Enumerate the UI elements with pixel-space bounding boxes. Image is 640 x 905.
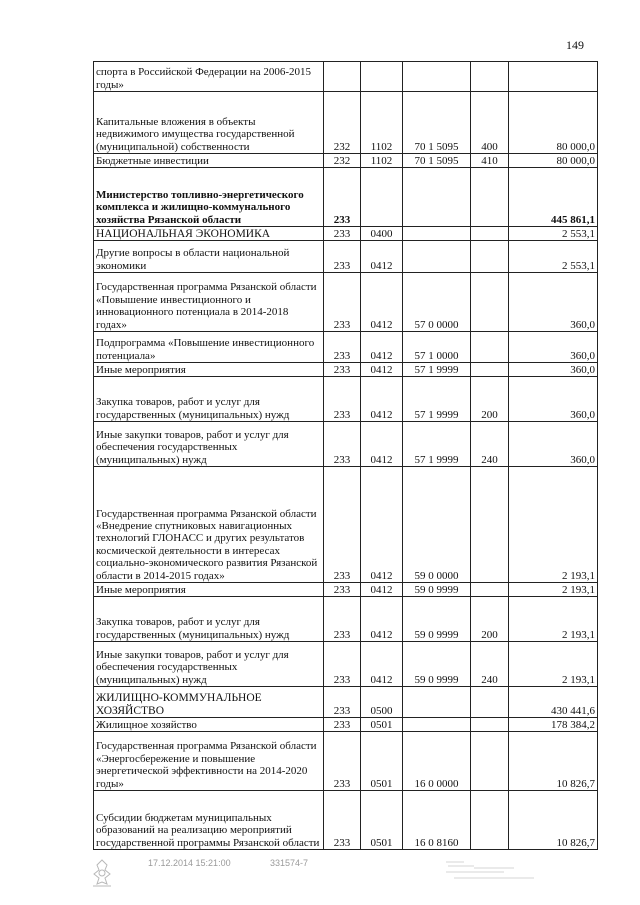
cell-ved: 233	[324, 583, 361, 597]
table-row	[94, 687, 598, 718]
cell-amount	[509, 62, 598, 92]
cell-ved: 232	[324, 154, 361, 168]
cell-amount: 80 000,0	[509, 154, 598, 168]
cell-vr	[471, 791, 509, 850]
cell-rz-pr: 0412	[361, 422, 403, 467]
cell-amount: 360,0	[509, 363, 598, 377]
cell-rz-pr: 0412	[361, 583, 403, 597]
cell-csr: 59 0 9999	[403, 597, 471, 642]
cell-amount: 178 384,2	[509, 718, 598, 732]
cell-csr	[403, 227, 471, 241]
cell-csr: 70 1 5095	[403, 92, 471, 154]
table-row	[94, 718, 598, 732]
cell-csr: 16 0 8160	[403, 791, 471, 850]
cell-rz-pr: 0412	[361, 377, 403, 422]
row-description: Закупка товаров, работ и услуг для государственных (муниципальных) нужд	[94, 377, 324, 422]
cell-ved: 233	[324, 791, 361, 850]
cell-amount: 2 193,1	[509, 597, 598, 642]
cell-vr	[471, 732, 509, 791]
cell-rz-pr: 0412	[361, 273, 403, 332]
cell-rz-pr	[361, 168, 403, 227]
row-description: ЖИЛИЩНО-КОММУНАЛЬНОЕ ХОЗЯЙСТВО	[94, 687, 324, 718]
row-description: Капитальные вложения в объекты недвижимого имущества государственной (муниципальной) собственности	[94, 92, 324, 154]
row-description: Бюджетные инвестиции	[94, 154, 324, 168]
cell-ved: 233	[324, 273, 361, 332]
row-description: Закупка товаров, работ и услуг для государственных (муниципальных) нужд	[94, 597, 324, 642]
cell-rz-pr	[361, 62, 403, 92]
cell-ved: 233	[324, 227, 361, 241]
cell-vr: 200	[471, 597, 509, 642]
cell-rz-pr: 0412	[361, 642, 403, 687]
table-row	[94, 642, 598, 687]
footer-document-code: 331574-7	[270, 858, 309, 868]
cell-amount: 360,0	[509, 377, 598, 422]
row-description: спорта в Российской Федерации на 2006-2015 годы»	[94, 62, 324, 92]
cell-csr: 57 0 0000	[403, 273, 471, 332]
cell-ved: 233	[324, 377, 361, 422]
cell-rz-pr: 0412	[361, 332, 403, 363]
row-description: Субсидии бюджетам муниципальных образований на реализацию мероприятий государственной программы Рязанской области	[94, 791, 324, 850]
table-row	[94, 363, 598, 377]
table-row	[94, 422, 598, 467]
cell-ved: 233	[324, 422, 361, 467]
row-description: Государственная программа Рязанской области «Энергосбережение и повышение энергетической эффективности на 2014-2020 годы»	[94, 732, 324, 791]
cell-rz-pr: 0501	[361, 791, 403, 850]
cell-amount: 445 861,1	[509, 168, 598, 227]
row-description: Государственная программа Рязанской области «Внедрение спутниковых навигационных технологий ГЛОНАСС и других результатов космической деятельности в интересах социально-экономического развития Рязанской области в 2014-2015 годах»	[94, 467, 324, 583]
row-description: Другие вопросы в области национальной экономики	[94, 241, 324, 273]
row-description: Иные мероприятия	[94, 583, 324, 597]
cell-rz-pr: 0412	[361, 241, 403, 273]
cell-vr	[471, 227, 509, 241]
cell-ved: 233	[324, 363, 361, 377]
cell-ved: 233	[324, 642, 361, 687]
cell-ved: 233	[324, 718, 361, 732]
row-description: Жилищное хозяйство	[94, 718, 324, 732]
table-row	[94, 332, 598, 363]
table-row	[94, 791, 598, 850]
cell-csr: 16 0 0000	[403, 732, 471, 791]
cell-amount: 2 553,1	[509, 241, 598, 273]
cell-rz-pr: 0501	[361, 718, 403, 732]
page-number: 149	[566, 38, 584, 52]
cell-csr: 70 1 5095	[403, 154, 471, 168]
cell-csr	[403, 718, 471, 732]
table-row	[94, 241, 598, 273]
budget-table	[93, 61, 598, 850]
cell-amount: 2 193,1	[509, 583, 598, 597]
row-description: Иные мероприятия	[94, 363, 324, 377]
cell-vr	[471, 62, 509, 92]
cell-rz-pr: 1102	[361, 154, 403, 168]
cell-rz-pr: 0412	[361, 597, 403, 642]
budget-table-body	[94, 62, 598, 850]
table-row	[94, 62, 598, 92]
cell-csr: 57 1 0000	[403, 332, 471, 363]
table-row	[94, 92, 598, 154]
table-row	[94, 168, 598, 227]
cell-rz-pr: 0412	[361, 363, 403, 377]
cell-csr: 59 0 9999	[403, 642, 471, 687]
cell-vr: 410	[471, 154, 509, 168]
cell-vr	[471, 687, 509, 718]
table-row	[94, 273, 598, 332]
cell-amount: 10 826,7	[509, 732, 598, 791]
cell-ved	[324, 62, 361, 92]
cell-csr: 57 1 9999	[403, 363, 471, 377]
cell-vr	[471, 241, 509, 273]
cell-vr	[471, 332, 509, 363]
cell-amount: 430 441,6	[509, 687, 598, 718]
table-row	[94, 732, 598, 791]
cell-csr	[403, 168, 471, 227]
row-description: Иные закупки товаров, работ и услуг для обеспечения государственных (муниципальных) нужд	[94, 422, 324, 467]
cell-rz-pr: 0500	[361, 687, 403, 718]
table-row	[94, 583, 598, 597]
cell-vr	[471, 583, 509, 597]
row-description: Подпрограмма «Повышение инвестиционного потенциала»	[94, 332, 324, 363]
cell-vr: 240	[471, 422, 509, 467]
cell-amount: 2 193,1	[509, 467, 598, 583]
cell-ved: 233	[324, 241, 361, 273]
cell-csr	[403, 241, 471, 273]
footer-timestamp: 17.12.2014 15:21:00	[148, 858, 231, 868]
cell-vr	[471, 363, 509, 377]
cell-amount: 360,0	[509, 273, 598, 332]
cell-rz-pr: 0400	[361, 227, 403, 241]
cell-vr	[471, 718, 509, 732]
cell-amount: 2 553,1	[509, 227, 598, 241]
row-description: Государственная программа Рязанской области «Повышение инвестиционного и инновационного потенциала в 2014-2018 годах»	[94, 273, 324, 332]
cell-csr: 57 1 9999	[403, 422, 471, 467]
table-row	[94, 597, 598, 642]
cell-rz-pr: 0412	[361, 467, 403, 583]
cell-amount: 360,0	[509, 332, 598, 363]
emblem-stamp-icon	[90, 858, 114, 888]
cell-vr	[471, 168, 509, 227]
cell-ved: 233	[324, 687, 361, 718]
cell-vr	[471, 467, 509, 583]
cell-ved: 233	[324, 597, 361, 642]
cell-ved: 233	[324, 467, 361, 583]
cell-amount: 10 826,7	[509, 791, 598, 850]
faint-registration-mark	[444, 856, 564, 884]
table-row	[94, 154, 598, 168]
cell-ved: 233	[324, 732, 361, 791]
table-row	[94, 467, 598, 583]
row-description: Министерство топливно-энергетического комплекса и жилищно-коммунального хозяйства Рязанской области	[94, 168, 324, 227]
cell-ved: 232	[324, 92, 361, 154]
row-description: Иные закупки товаров, работ и услуг для обеспечения государственных (муниципальных) нужд	[94, 642, 324, 687]
cell-amount: 360,0	[509, 422, 598, 467]
cell-vr: 400	[471, 92, 509, 154]
cell-vr: 200	[471, 377, 509, 422]
cell-ved: 233	[324, 332, 361, 363]
cell-rz-pr: 1102	[361, 92, 403, 154]
footer	[90, 856, 610, 896]
table-row	[94, 227, 598, 241]
table-row	[94, 377, 598, 422]
cell-csr	[403, 62, 471, 92]
cell-amount: 80 000,0	[509, 92, 598, 154]
cell-rz-pr: 0501	[361, 732, 403, 791]
row-description: НАЦИОНАЛЬНАЯ ЭКОНОМИКА	[94, 227, 324, 241]
cell-ved: 233	[324, 168, 361, 227]
cell-amount: 2 193,1	[509, 642, 598, 687]
cell-csr: 57 1 9999	[403, 377, 471, 422]
cell-vr: 240	[471, 642, 509, 687]
cell-csr: 59 0 0000	[403, 467, 471, 583]
cell-csr	[403, 687, 471, 718]
cell-vr	[471, 273, 509, 332]
cell-csr: 59 0 9999	[403, 583, 471, 597]
